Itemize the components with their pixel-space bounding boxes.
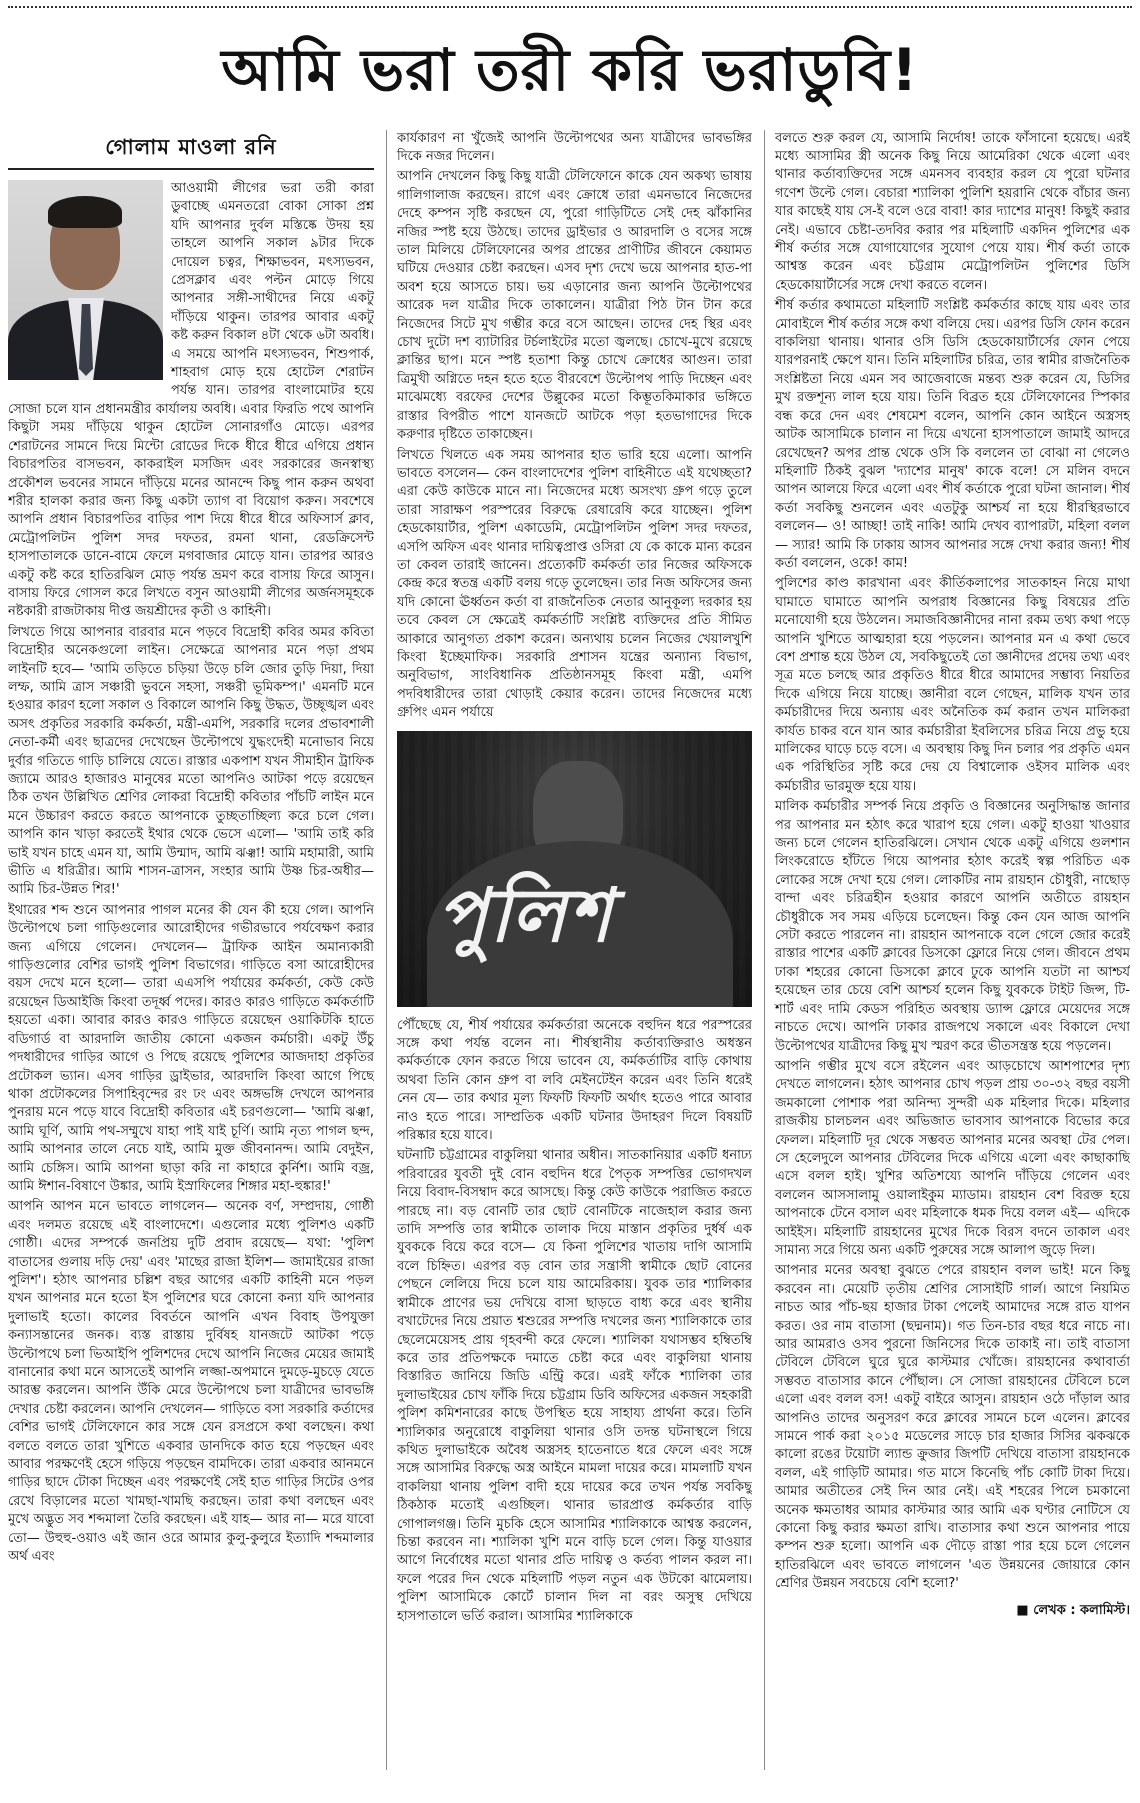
paragraph: আপনি গম্ভীর মুখে বসে রইলেন এবং আড়চোখে আশপাশের দৃশ্য দেখতে লাগলেন। হঠাৎ আপনার চোখ পড়ল প্রায় ৩০-৩২ বছর বয়সী জমকালো পোশাক পরা অনিন্দ্য সুন্দরী এক মহিলার দিকে। মহিলার রাজকীয় চালচলন এবং অভিজাত ভাবসাব আপনাকে বিভোর করে ফেলল। মহিলাটি দূর থেকে সম্ভবত আপনার মনের অবস্থা টের পেল। সে হেলেদুলে আপনার টেবিলের দিকে এগিয়ে এলো এবং কাছাকাছি এসে বলল হাই। খুশির অতিশয্যে আপনি দাঁড়িয়ে গেলেন এবং বললেন আসসালামু ওয়ালাইকুম ম্যাডাম। রায়হান বেশ বিরক্ত হয়ে আপনাকে টেনে বসাল এবং মহিলাকে ধমক দিয়ে বলল এই— এদিকে আইইস। মহিলাটি রায়হানের মুখের দিকে বিরস বদনে তাকাল এবং সামান্য সরে গিয়ে অন্য একটি পুরুষের সঙ্গে আলাপ জুড়ে দিল।: [775, 1058, 1130, 1258]
paragraph: আপনার মনের অবস্থা বুঝতে পেরে রায়হান বলল ভাই! মনে কিছু করবেন না। মেয়েটি তৃতীয় শ্রেণির সোসাইটি গার্ল। আগে নিয়মিত নাচত আর পাঁচ-ছয় হাজার টাকা পেলেই আমাদের সঙ্গে রাত যাপন করত। ওর নাম বাতাসা (ছদ্মনাম)। গত তিন-চার বছর ধরে নাচে না। আর আমরাও ওসব পুরনো জিনিসের দিকে তাকাই না। তাই বাতাসা টেবিলে টেবিলে ঘুরে ঘুরে কাস্টমার খোঁজে। রায়হানের কথাবার্তা সম্ভবত বাতাসার কানে পৌঁছাল। সে সোজা রায়হানের টেবিলে চলে এলো এবং বলল বস! একটু বাইরে আসুন। রায়হান ওঠে দাঁড়াল আর আপনিও তাদের অনুসরণ করে ক্লাবের সামনে চলে এলেন। ক্লাবের সামনে পার্ক করা ২০১৫ মডেলের সাড়ে চার হাজার সিসির ঝকঝকে কালো রঙের টয়োটা ল্যান্ড ক্রুজার জিপটি দেখিয়ে বাতাসা রায়হানকে বলল, এই গাড়িটি আমার। গত মাসে কিনেছি পাঁচ কোটি টাকা দিয়ে। আমার অতীতের সেই দিন আর নেই। এই শহরের পিলে চমকানো অনেক ক্ষমতাধর আমার কাস্টমার আর আমি এক ঘণ্টার নোটিসে যে কোনো কিছু করার ক্ষমতা রাখি। বাতাসার কথা শুনে আপনার পায়ে কম্পন শুরু হলো। আপনি এক দৌড়ে রাস্তা পার হয়ে চলে গেলেন হাতিরঝিলে এবং ভাবতে লাগলেন 'এত উন্নয়নের জোয়ারে কোন শ্রেণির উন্নয়ন সবচেয়ে বেশি হলো?': [775, 1263, 1130, 1592]
column-3: [764, 130, 1130, 1770]
headline: আমি ভরা তরী করি ভরাডুবি!: [221, 36, 919, 104]
top-dotted-rule: [8, 6, 1132, 8]
article-columns: [8, 130, 1132, 1770]
police-photo-word: পুলিশ: [437, 872, 614, 959]
byline: গোলাম মাওলা রনি: [8, 130, 374, 170]
paragraph: লিখতে গিয়ে আপনার বারবার মনে পড়বে বিদ্রোহী কবির অমর কবিতা বিদ্রোহীর অনেকগুলো লাইন। সেক্ষেত্রে আপনার মনে পড়া প্রথম লাইনটি হবে— 'আমি তড়িতে চড়িয়া উড়ে চলি জোর তুড়ি দিয়া, দিয়া লম্ফ, আমি ত্রাস সঞ্চারী ভুবনে সহসা, সঞ্চরী ভূমিকম্প।' এমনটি মনে হওয়ার কারণ হলো সকাল ও বিকালে আপনি কিছু উদ্ধত, উচ্ছৃঙ্খল এবং অসৎ প্রকৃতির সরকারি কর্মকর্তা, মন্ত্রী-এমপি, সরকারি দলের প্রভাবশালী নেতা-কর্মী এবং ছাত্রদের দেখেছেন উল্টোপথে যুদ্ধংদেহী মনোভাব নিয়ে দুর্বার গতিতে গাড়ি চালিয়ে যেতে। রাস্তার একপাশ যখন সীমাহীন ট্রাফিক জ্যামে আরও হাজারও মানুষের মতো আপনিও আটকা পড়ে রয়েছেন ঠিক তখন উল্লিখিত শ্রেণির লোকরা বিদ্রোহী কবিতার পাঁচটি লাইন মনে মনে উচ্চারণ করতে করতে আপনাকে তুচ্ছতাচ্ছিল্য করে চলে গেল। আপনি কান খাড়া করতেই ইথার থেকে ভেসে এলো— 'আমি তাই করি ভাই যখন চাহে এমন যা, আমি উন্মাদ, আমি ঝঞ্ঝা! আমি মহামারী, আমি ভীতি এ ধরিত্রীর। আমি শাসন-ত্রাসন, সংহার আমি উষ্ণ চির-অধীর— আমি চির-উন্নত শির!': [8, 624, 374, 898]
column-2: [386, 130, 752, 1770]
author-photo: [8, 180, 163, 380]
paragraph: আপনি দেখলেন কিছু কিছু যাত্রী টেলিফোনে কাকে যেন অকথ্য ভাষায় গালিগালাজ করছেন। রাগে এবং ক্রোধে তারা এমনভাবে নিজেদের দেহে কম্পন সৃষ্টি করছেন যে, পুরো গাড়িটিতে সেই দেহ ঝাঁকানির নজির স্পষ্ট হয়ে উঠছে। তাদের ড্রাইভার ও আরদালি ও বসের সঙ্গে তাল মিলিয়ে টেলিফোনের অপর প্রান্তের প্রাণীটির জীবনে কেয়ামত ঘটিয়ে দেওয়ার চেষ্টা করছেন। এসব দৃশ্য দেখে ভয়ে আপনার হাত-পা অবশ হয়ে আসতে চায়। ভয় এড়ানোর জন্য আপনি উল্টোপথের আরেক দল যাত্রীর দিকে তাকালেন। যাত্রীরা পিঠ টান টান করে নিজেদের সিটে মুখ গম্ভীর করে বসে আছেন। তাদের দেহ স্থির এবং চোখ দুটো দশ ব্যাটারির টর্চলাইটের মতো জ্বলছে। চোখে-মুখে রয়েছে ক্লান্তির ছাপ। মনে স্পষ্ট হতাশা কিন্তু চোখে ক্রোধের আগুন। তারা ত্রিমুখী অগ্নিতে দহন হতে হতে বীরবেশে উল্টোপথ পাড়ি দিচ্ছেন এবং মাঝেমধ্যে বরফের দেশের উল্লুকের মতো কিম্ভূতকিমাকার ভঙ্গিতে রাস্তার বিপরীত পাশে যানজটে আটকে পড়া হতভাগাদের দিকে করুণার দৃষ্টিতে তাকাচ্ছেন।: [397, 169, 752, 443]
paragraph: আওয়ামী লীগের ভরা তরী কারা ডুবাচ্ছে এমনতরো বোকা সোকা প্রশ্ন যদি আপনার দুর্বল মস্তিষ্কে উদয় হয় তাহলে আপনি সকাল ৯টার দিকে দোয়েল চত্বর, শিক্ষাভবন, মৎস্যভবন, প্রেসক্লাব এবং পল্টন মোড়ে গিয়ে আপনার সঙ্গী-সাথীদের নিয়ে একটু দাঁড়িয়ে থাকুন। তারপর আবার একটু কষ্ট করুন বিকাল ৪টা থেকে ৬টা অবধি। এ সময়ে আপনি মৎস্যভবন, শিশুপার্ক, শাহবাগ মোড় হয়ে হোটেল শেরাটন পর্যন্ত যান। তারপর বাংলামোটর হয়ে সোজা চলে যান প্রধানমন্ত্রীর কার্যালয় অবধি। এবার ফিরতি পথে আপনি কিছুটা সময় দাঁড়িয়ে থাকুন হোটেল সোনারগাঁও মোড়ে। এরপর শেরাটনের সামনে দিয়ে মিন্টো রোডের দিকে ধীরে ধীরে এগিয়ে প্রধান বিচারপতির বাসভবন, কাকরাইল মসজিদ এবং সরকারের জনস্বাস্থ্য প্রকৌশল ভবনের সামনে দাঁড়িয়ে মনের আনন্দে কিছু পান করুন অথবা শরীর হালকা করার জন্য কিছু একটা ত্যাগ বা বিয়োগ করুন। সবশেষে আপনি প্রধান বিচারপতির বাড়ির পাশ দিয়ে ধীরে ধীরে অফিসার্স ক্লাব, মেট্রোপলিটন পুলিশ সদর দফতর, রমনা থানা, রেডক্রিসেন্ট হাসপাতালকে ডানে-বামে ফেলে মগবাজার মোড়ে যান। তারপর আরও একটু কষ্ট করে হাতিরঝিল মোড় পর্যন্ত ভ্রমণ করে বাসায় ফিরে আসুন। বাসায় ফিরে গোসল করে লিখতে বসুন আওয়ামী লীগের অর্জনসমূহকে নষ্টকারী রাজটাকায় দীপ্ত জয়শ্রীদের কৃতী ও কাহিনী।: [8, 181, 374, 620]
column-1: [8, 130, 374, 1770]
author-credit: ■ লেখক : কলামিস্ট।: [1016, 1602, 1130, 1618]
paragraph: বলতে শুরু করল যে, আসামি নির্দোষ! তাকে ফাঁসানো হয়েছে। এরই মধ্যে আসামির স্ত্রী অনেক কিছু নিয়ে আমেরিকা থেকে এলো এবং থানার কর্তাব্যক্তিদের সঙ্গে এমনসব ব্যবহার করল যে পুরো ঘটনার গণেশ উল্টে গেল। বেচারা শ্যালিকা পুলিশি হয়রানি থেকে বাঁচার জন্য যার কাছেই যায় সে-ই বলে ওরে বাবা! কার দ্যাশের মানুষ! কিছুই করার নেই। এভাবে চেষ্টা-তদবির করার পর মহিলাটি একদিন পুলিশের এক শীর্ষ কর্তার সঙ্গে যোগাযোগের সুযোগ পেয়ে যায়। শীর্ষ কর্তা তাকে আশ্বস্ত করেন এবং চট্টগ্রাম মেট্রোপলিটন পুলিশের ডিসি হেডকোয়ার্টার্সের সঙ্গে দেখা করতে বলেন।: [775, 130, 1130, 293]
paragraph: পুলিশের কাণ্ড কারখানা এবং কীর্তিকলাপের সাতকাহন নিয়ে মাথা ঘামাতে ঘামাতে আপনি অপরাধ বিজ্ঞানের কিছু বিষয়ের প্রতি মনোযোগী হয়ে উঠলেন। সমাজবিজ্ঞানীদের নানা রকম তথ্য কথা পড়ে আপনি খুশিতে আত্মহারা হয়ে পড়লেন। আপনার মন এ কথা ভেবে বেশ প্রশান্ত হয়ে উঠল যে, সবকিছুতেই তো জ্ঞানীদের প্রদেয় তথ্য এবং সূত্র মতে চলছে আর প্রকৃতিও ধীরে ধীরে আমাদের সম্ভাব্য নিয়তির দিকে এগিয়ে নিয়ে যাচ্ছে। জ্ঞানীরা বলে গেছেন, মালিক যখন তার কর্মচারীদের দিয়ে অন্যায় এবং অনৈতিক কর্ম করান তখন মালিকরা কার্যত চাকর বনে যান আর কর্মচারীরা ইবলিসের চরিত্র নিয়ে প্রভু হয়ে মালিকের ঘাড়ে চড়ে বসে। এ অবস্থায় কিছু দিন চলার পর প্রকৃতি এমন এক পরিস্থিতির সৃষ্টি করে দেয় যে বিশ্বালোক ওইসব মালিক এবং কর্মচারীর ভারমুক্ত হয়ে যায়।: [775, 576, 1130, 794]
police-photo: [397, 731, 752, 1007]
paragraph: মালিক কর্মচারীর সম্পর্ক নিয়ে প্রকৃতি ও বিজ্ঞানের অনুসিদ্ধান্ত জানার পর আপনার মন হঠাৎ করে খারাপ হয়ে গেল। একটু হাওয়া খাওয়ার জন্য চলে গেলেন হাতিরঝিলে। সেখান থেকে একটু এগিয়ে গুলশান লিংকরোডে হাঁটতে গিয়ে আপনার হঠাৎ করেই স্বল্প পরিচিত এক লোকের সঙ্গে দেখা হয়ে গেল। লোকটির নাম রায়হান চৌধুরী, নাছোড় বান্দা এবং চরিত্রহীন হওয়ার কারণে আপনি অতীতে রায়হান চৌধুরীকে সব সময় এড়িয়ে চলেছেন। কিন্তু কেন যেন আজ আপনি সেটা করতে পারলেন না। রায়হান আপনাকে বলে গেলে জোর করেই রাস্তার পাশের একটি ক্লাবের ডিসকো ফ্লোরে নিয়ে গেল। জীবনে প্রথম ঢাকা শহরের কোনো ডিসকো ক্লাবে ঢুকে আপনি যতটা না আশ্চর্য হয়েছেন তার চেয়ে বেশি আশ্চর্য হলেন কিছু যুবককে টাইট জিন্স, টি-শার্ট এবং দামি কেডস পরিহিত অবস্থায় ড্যান্স ফ্লোরে মেয়েদের সঙ্গে নাচতে দেখে। আপনি ঢাকার রাজপথে সকালে এবং বিকালে দেখা উল্টোপথের যাত্রীদের কিছু মুখ স্মরণ করে ভীতসন্ত্রস্ত হয়ে পড়লেন।: [775, 799, 1130, 1054]
paragraph: শীর্ষ কর্তার কথামতো মহিলাটি সংশ্লিষ্ট কর্মকর্তার কাছে যায় এবং তার মোবাইলে শীর্ষ কর্তার সঙ্গে কথা বলিয়ে দেয়। এরপর ডিসি ফোন করেন বাকলিয়া থানায়। থানার ওসি ডিসি হেডকোয়ার্টার্সের ফোন পেয়ে যারপরনাই ক্ষেপে যান। তিনি মহিলাটির চরিত্র, তার স্বামীর রাজনৈতিক সংশ্লিষ্টতা নিয়ে এমন সব আজেবাজে মন্তব্য শুরু করেন যে, ডিসির মুখ রক্তশূন্য লাল হয়ে যায়। তিনি বিব্রত হয়ে টেলিফোনের স্পিকার বন্ধ করে দেন এবং শেষমেশ বলেন, আপনি কোন আইনে অস্ত্রসহ আটক আসামিকে চালান না দিয়ে এখনো হাসপাতালে জামাই আদরে রেখেছেন? অপর প্রান্ত থেকে ওসি কি বললেন তা বোঝা না গেলেও মহিলাটি ঠিকই বুঝল 'দ্যাশের মানুষ' কাকে বলে! সে মলিন বদনে আপন আলয়ে ফিরে এলো এবং শীর্ষ কর্তাকে পুরো ঘটনা জানাল। শীর্ষ কর্তা সবকিছু শুনলেন এবং এতটুকু আশ্চর্য না হয়ে ধীরস্থিরভাবে বললেন— ও! আচ্ছা! তাই নাকি! আমি দেখব ব্যাপারটা, মহিলা বলল— স্যার! আমি কি ঢাকায় আসব আপনার সঙ্গে দেখা করার জন্য! শীর্ষ কর্তা বললেন, ওকে! কাম!: [775, 298, 1130, 571]
paragraph: ইথারের শব্দ শুনে আপনার পাগল মনের কী যেন কী হয়ে গেল। আপনি উল্টোপথে চলা গাড়িগুলোর আরোহীদের গভীরভাবে পর্যবেক্ষণ করার জন্য এগিয়ে গেলেন। দেখলেন— ট্রাফিক আইন অমান্যকারী গাড়িগুলোর বেশির ভাগই পুলিশ বিভাগের। গাড়িতে বসা আরোহীদের বয়স দেখে মনে হলো— তারা এএসপি পর্যায়ের কর্মকর্তা, কেউ কেউ রয়েছেন ডিআইজি কিংবা তদূর্ধ্ব পদের। কারও কারও গাড়িতে কর্মকর্তাটি হয়তো একা। আবার কারও কারও গাড়িতে রয়েছেন ওয়াকিটকি হাতে বডিগার্ড বা আরদালি জাতীয় কোনো একজন কর্মচারী। একটু উঁচু পদধারীদের গাড়ির আগে ও পিছে রয়েছে পুলিশের আজদাহা প্রকৃতির প্রটোকল ভ্যান। এসব গাড়ির ড্রাইভার, আরদালি কিংবা আগে পিছে থাকা প্রটোকলের সিপাহিবৃন্দের রং ঢং এবং অঙ্গভঙ্গি দেখলে আপনার পুনরায় মনে পড়ে যাবে বিদ্রোহী কবিতার এই চরণগুলো— 'আমি ঝঞ্ঝা, আমি ঘূর্ণি, আমি পথ-সম্মুখে যাহা পাই যাই চূর্ণি। আমি নৃত্য পাগল ছন্দ, আমি আপনার তালে নেচে যাই, আমি মুক্ত জীবনানন্দ। আমি বেদুইন, আমি চেঙ্গিস। আমি আপনা ছাড়া করি না কাহারে কুর্নিশ। আমি বজ্র, আমি ঈশান-বিষাণে উঙ্কার, আমি ইস্রাফিলের শিঙ্গার মহা-হুঙ্কার!': [8, 902, 374, 1194]
paragraph: ঘটনাটি চট্টগ্রামের বাকুলিয়া থানার অধীন। সাতকানিয়ার একটি ধনাঢ্য পরিবারের যুবতী দুই বোন বহুদিন ধরে পৈতৃক সম্পত্তির ভোগদখল নিয়ে বিবাদ-বিসম্বাদ করে আসছে। কিন্তু কেউ কাউকে পরাজিত করতে পারছে না। বড় বোনটি তার ছোট বোনটিকে নাজেহাল করার জন্য তাদি সম্পত্তি তার স্বামীকে তালাক দিয়ে মাস্তান প্রকৃতির দুর্ধর্ষ এক যুবককে বিয়ে করে বসে— যে কিনা পুলিশের খাতায় দাগি আসামি বলে চিহ্নিত। এরপর বড় বোন তার সন্ত্রাসী স্বামীকে ছোট বোনের পেছনে লেলিয়ে দিয়ে চলে যায় আমেরিকায়। যুবক তার শ্যালিকার স্বামীকে প্রাণের ভয় দেখিয়ে বাসা ছাড়তে বাধ্য করে এবং স্থানীয় বখাটেদের নিয়ে প্রয়াত শ্বশুরের সম্পত্তি দখলের জন্য শ্যালিকাকে তার ছেলেমেয়েসহ প্রায় গৃহবন্দী করে ফেলে। শ্যালিকা যথাসম্ভব হম্বিতম্বি করে তার প্রতিপক্ষকে দমাতে চেষ্টা করে এবং বাকুলিয়া থানায় বিস্তারিত জানিয়ে জিডি এন্ট্রি করে। এরই ফাঁকে শ্যালিকা তার দুলাভাইয়ের চোখ ফাঁকি দিয়ে চট্টগ্রাম ডিবি অফিসের একজন সহকারী পুলিশ কমিশনারের কাছে উপস্থিত হয়ে সাহায্য প্রার্থনা করে। তিনি শ্যালিকার অনুরোধে বাকুলিয়া থানার ওসি তদন্ত ঘটনাস্থলে গিয়ে কথিত দুলাভাইকে অবৈধ অস্ত্রসহ হাতেনাতে ধরে ফেলে এবং সঙ্গে সঙ্গে আসামির বিরুদ্ধে অস্ত্র আইনে মামলা দায়ের করে। মামলাটি যখন বাকলিয়া থানায় পুলিশ বাদী হয়ে দায়ের করে তখন পর্যন্ত সবকিছু ঠিকঠাক মতোই এগুচ্ছিল। থানার ভারপ্রাপ্ত কর্মকর্তার বাড়ি গোপালগঞ্জ। তিনি মুচকি হেসে আসামির শ্যালিকাকে আশ্বস্ত করলেন, চিন্তা করবেন না। শ্যালিকা খুশি মনে বাড়ি চলে গেল। কিন্তু যাওয়ার আগে নির্বোধের মতো থানার প্রতি দায়িত্ব ও কর্তব্য পালন করল না। ফলে পরের দিন থেকে মহিলাটি পড়ল নতুন এক উটকো ঝামেলায়। পুলিশ আসামিকে কোর্টে চালান দিল না বরং অসুস্থ দেখিয়ে হাসপাতালে ভর্তি করাল। আসামির শ্যালিকাকে: [397, 1148, 752, 1624]
paragraph: কার্যকারণ না খুঁজেই আপনি উল্টোপথের অন্য যাত্রীদের ভাবভঙ্গির দিকে নজর দিলেন।: [397, 130, 752, 164]
paragraph: লিখতে খিলতে এক সময় আপনার হাত ভারি হয়ে এলো। আপনি ভাবতে বসলেন— কেন বাংলাদেশের পুলিশ বাহিনীতে এই যথেচ্ছতা? এরা কেউ কাউকে মানে না। নিজেদের মধ্যে অসংখ্য গ্রুপ গড়ে তুলে তারা সারাক্ষণ পরস্পরের বিরুদ্ধে রেষারেষি করে যাচ্ছেন। পুলিশ হেডকোয়ার্টার, পুলিশ একাডেমি, মেট্রোপলিটন পুলিশ সদর দফতর, এসপি অফিস এবং থানার দায়িত্বপ্রাপ্ত ওসিরা যে কে কাকে মান্য করেন তা কেবল তারাই জানেন। প্রত্যেকটি কর্মকর্তা তার নিজের অফিসকে কেন্দ্র করে স্বতন্ত্র একটি বলয় গড়ে তুলেছেন। তার নিজ অফিসের জন্য যদি কোনো ঊর্ধ্বতন কর্তা বা রাজনৈতিক নেতার আনুকূল্য দরকার হয় তবে কেবল সে ক্ষেত্রেই কর্মকর্তাটি সংশ্লিষ্ট ব্যক্তিদের প্রতি সীমিত আকারে আনুগত্য প্রকাশ করেন। অন্যথায় চলেন নিজের খেয়ালখুশি কিংবা ইচ্ছেমাফিক। সরকারি প্রশাসন যন্ত্রের অন্যান্য বিভাগ, অনুবিভাগ, সাংবিধানিক প্রতিষ্ঠানসমূহ কিংবা মন্ত্রী, এমপি পদবিধারীদের তারা থোড়াই কেয়ার করেন। তাদের নিজেদের মধ্যে গ্রুপিং এমন পর্যায়ে: [397, 447, 752, 721]
paragraph: পৌঁছেছে যে, শীর্ষ পর্যায়ের কর্মকর্তারা অনেকে বহুদিন ধরে পরস্পরের সঙ্গে কথা পর্যন্ত বলেন না। শীর্ষস্থানীয় কর্তাব্যক্তিরাও অধস্তন কর্মকর্তাকে ফোন করতে গিয়ে ভাবেন যে, কর্মকর্তাটির বাড়ি কোথায় অথবা তিনি কোন গ্রুপ বা লবি মেইনটেইন করেন এবং তিনি ধরেই নেন যে— তার কথার মূল্য ফিফটি ফিফটি অর্থাৎ হতেও পারে আবার নাও হতে পারে। সাম্প্রতিক একটি ঘটনার উদাহরণ দিলে বিষয়টি পরিষ্কার হয়ে যাবে।: [397, 1017, 752, 1144]
paragraph: আপনি আপন মনে ভাবতে লাগলেন— অনেক বর্ণ, সম্প্রদায়, গোষ্ঠী এবং দলমত রয়েছে এই বাংলাদেশে। এগুলোর মধ্যে পুলিশও একটি গোষ্ঠী। এদের সম্পর্কে জনপ্রিয় দুটি প্রবাদ রয়েছে— যথা: 'পুলিশ বাতাসের গুলায় দড়ি দেয়' এবং 'মাছের রাজা ইলিশ— জামাইয়ের রাজা পুলিশ'। হঠাৎ আপনার চল্লিশ বছর আগের একটি কাহিনী মনে পড়ল যখন আপনার মনে হতো ইস পুলিশের ঘরে কোনো কন্যা যদি আপনার দুলাভাই হতো। কালের বিবর্তনে আপনি এখন বিবাহ উপযুক্তা কন্যাসন্তানের জনক। ব্যস্ত রাস্তায় দুর্বিষহ যানজটে আটকা পড়ে উল্টোপথে চলা ভিআইপি পুলিশদের দেখে আপনি নিজের মেয়ের জামাই বানানোর কথা মনে আসতেই আপনি লজ্জা-অপমানে দুমড়ে-মুচড়ে যেতে আরম্ভ করলেন। আপনি উঁকি মেরে উল্টোপথে চলা যাত্রীদের ভাবভঙ্গি দেখার চেষ্টা করলেন। আপনি দেখলেন— গাড়িতে বসা সরকারি কর্তাদের বেশির ভাগই টেলিফোনে কার সঙ্গে যেন রসপ্রসে কথা বলছেন। কথা বলতে বলতে তারা খুশিতে একবার ডানদিকে কাত হয়ে পড়ছেন এবং আবার পরক্ষণেই হেসে গড়িয়ে পড়ছেন বামদিকে। তারা একবার আনমনে গাড়ির ছাদে টোকা দিচ্ছেন এবং পরক্ষণেই সেই হাত গাড়ির সিটের ওপর রেখে বিড়ালের মতো খামছা-খামছি করছেন। তারা কথা বলছেন এবং মুখে অদ্ভুত সব শব্দমালা তৈরি করছেন। এই যাহ— আর না— মরে যাবো তো— উহুহু-ওয়াও এই জান ওরে আমার কুলু-কুলুরে ইত্যাদি শব্দমালার অর্থ এবং: [8, 1199, 374, 1565]
